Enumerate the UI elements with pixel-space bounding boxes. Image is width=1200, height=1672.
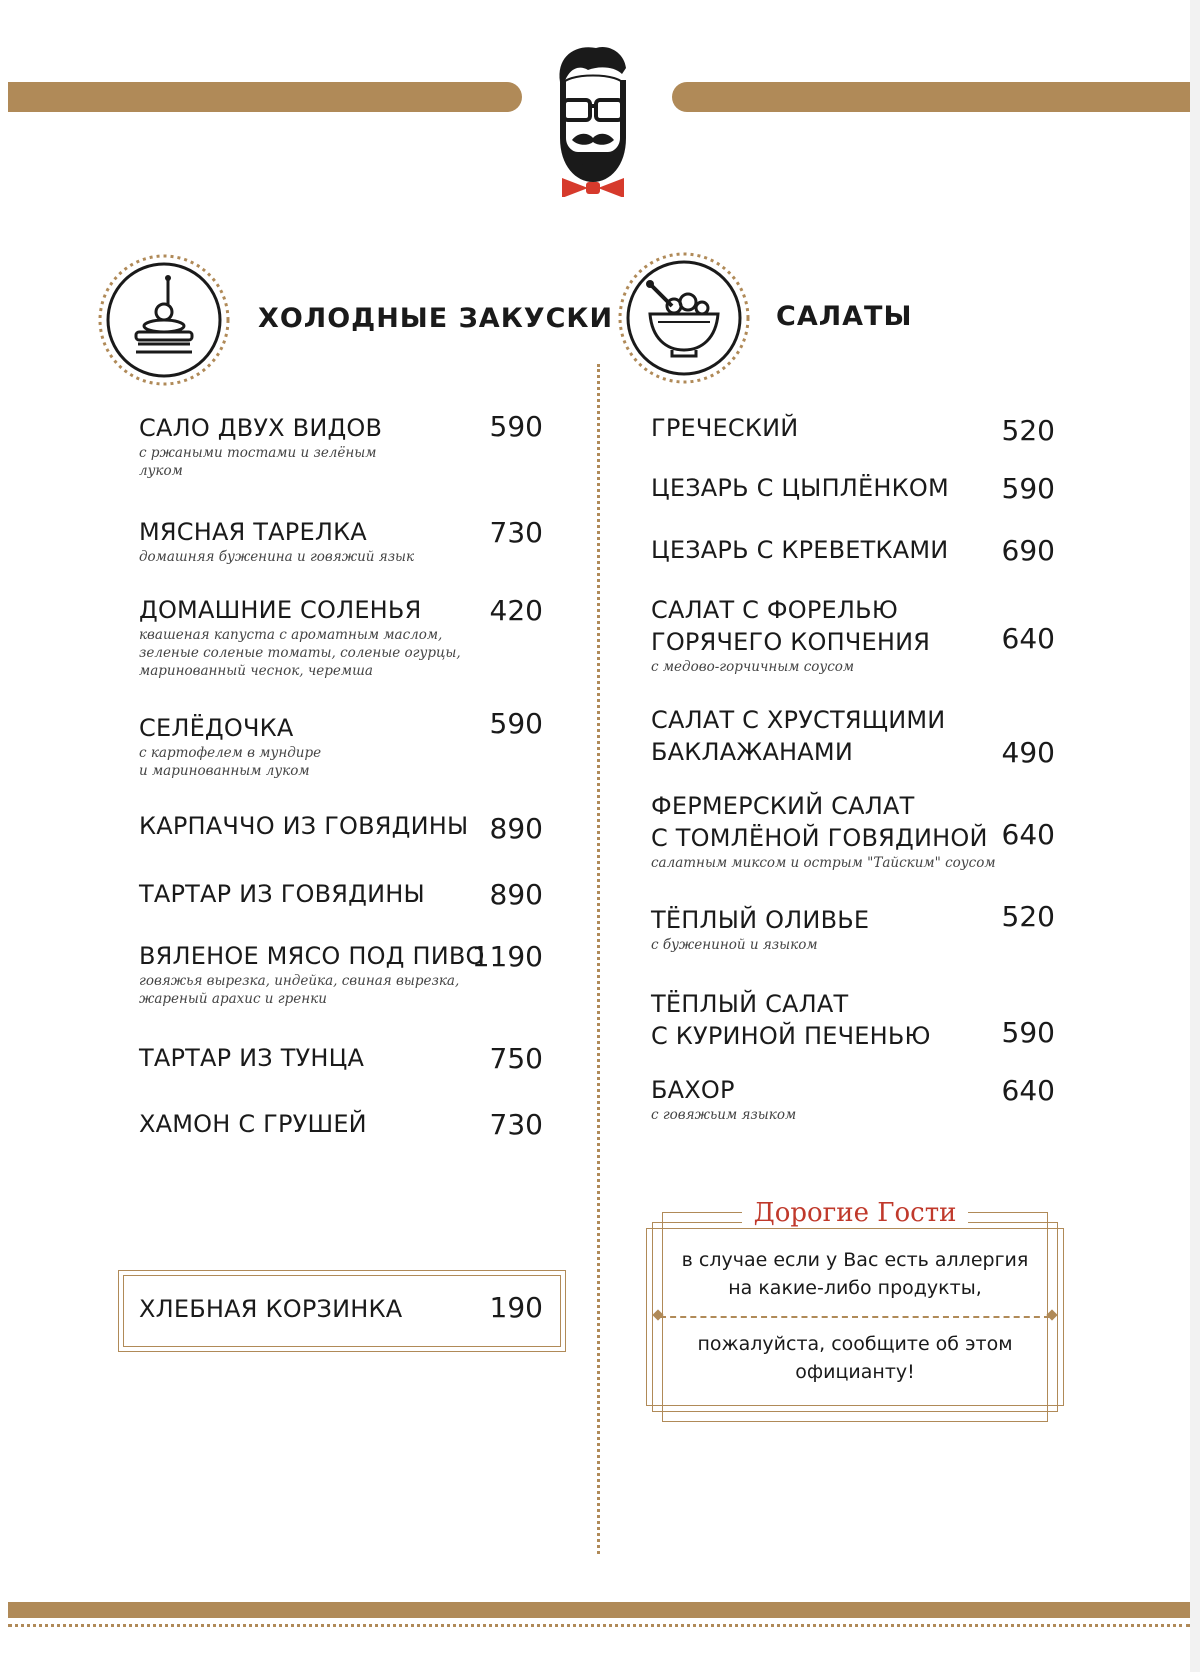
item-name: БАХОР [651, 1076, 735, 1104]
item-price: 640 [1001, 818, 1055, 851]
item-description: с говяжьим языком [651, 1107, 797, 1123]
item-price: 750 [489, 1042, 543, 1075]
item-price: 590 [489, 707, 543, 740]
footer-dotted-line [8, 1624, 1190, 1627]
salad-bowl-icon [616, 250, 752, 386]
item-description: домашняя буженина и говяжий язык [139, 549, 415, 565]
item-price: 690 [1001, 534, 1055, 567]
item-description: с бужениной и языком [651, 937, 818, 953]
item-price: 590 [1001, 472, 1055, 505]
column-divider [597, 364, 600, 1554]
item-price: 640 [1001, 622, 1055, 655]
item-name: ТАРТАР ИЗ ТУНЦА [139, 1044, 365, 1072]
header-bar-right [672, 82, 1190, 112]
notice-title: Дорогие Гости [742, 1198, 969, 1228]
hipster-mascot-icon [552, 42, 634, 197]
item-price: 730 [489, 1108, 543, 1141]
canape-icon [96, 252, 232, 388]
item-price: 1190 [471, 940, 543, 973]
item-price: 190 [489, 1291, 543, 1324]
item-name: ДОМАШНИЕ СОЛЕНЬЯ [139, 596, 422, 624]
item-price: 890 [489, 878, 543, 911]
item-name: ЦЕЗАРЬ С ЦЫПЛЁНКОМ [651, 474, 949, 502]
item-name: САЛО ДВУХ ВИДОВ [139, 414, 383, 442]
item-name: САЛАТ С ХРУСТЯЩИМИ БАКЛАЖАНАМИ [651, 706, 946, 766]
item-name: ВЯЛЕНОЕ МЯСО ПОД ПИВО [139, 942, 485, 970]
item-name: САЛАТ С ФОРЕЛЬЮ ГОРЯЧЕГО КОПЧЕНИЯ [651, 596, 931, 656]
item-name: ХАМОН С ГРУШЕЙ [139, 1110, 367, 1138]
item-price: 890 [489, 812, 543, 845]
item-name: ЦЕЗАРЬ С КРЕВЕТКАМИ [651, 536, 949, 564]
notice-text-top: в случае если у Вас есть аллергия на какие-либо продукты, [681, 1249, 1029, 1299]
item-name: СЕЛЁДОЧКА [139, 714, 294, 742]
item-description: салатным миксом и острым "Тайским" соусом [651, 855, 996, 871]
item-price: 640 [1001, 1074, 1055, 1107]
notice-separator [660, 1316, 1050, 1318]
item-price: 520 [1001, 900, 1055, 933]
section-title-salads: САЛАТЫ [776, 301, 913, 332]
header-bar-left [8, 82, 522, 112]
item-description: с медово-горчичным соусом [651, 659, 855, 675]
item-price: 590 [489, 410, 543, 443]
item-name: ФЕРМЕРСКИЙ САЛАТ С ТОМЛЁНОЙ ГОВЯДИНОЙ [651, 792, 988, 852]
item-name: ТЁПЛЫЙ САЛАТ С КУРИНОЙ ПЕЧЕНЬЮ [651, 990, 931, 1050]
item-price: 590 [1001, 1016, 1055, 1049]
item-name: ТЁПЛЫЙ ОЛИВЬЕ [651, 906, 870, 934]
item-price: 420 [489, 594, 543, 627]
item-description: с картофелем в мундире и маринованным луком [139, 745, 322, 779]
section-title-cold-starters: ХОЛОДНЫЕ ЗАКУСКИ [258, 303, 614, 334]
item-price: 520 [1001, 414, 1055, 447]
notice-text-bottom: пожалуйста, сообщите об этом официанту! [697, 1333, 1013, 1383]
item-description: с ржаными тостами и зелёным луком [139, 445, 377, 479]
item-name: ХЛЕБНАЯ КОРЗИНКА [139, 1295, 403, 1323]
item-price: 490 [1001, 736, 1055, 769]
allergy-notice [652, 1198, 1058, 1412]
item-name: ГРЕЧЕСКИЙ [651, 414, 799, 442]
page-edge [1190, 0, 1200, 1672]
item-name: МЯСНАЯ ТАРЕЛКА [139, 518, 367, 546]
bread-basket-box [118, 1270, 566, 1352]
item-description: квашеная капуста с ароматным маслом, зеленые соленые томаты, соленые огурцы, маринованный чеснок, черемша [139, 627, 461, 679]
item-description: говяжья вырезка, индейка, свиная вырезка, жареный арахис и гренки [139, 973, 460, 1007]
item-name: КАРПАЧЧО ИЗ ГОВЯДИНЫ [139, 812, 469, 840]
item-name: ТАРТАР ИЗ ГОВЯДИНЫ [139, 880, 425, 908]
footer-bar [8, 1602, 1190, 1618]
item-price: 730 [489, 516, 543, 549]
